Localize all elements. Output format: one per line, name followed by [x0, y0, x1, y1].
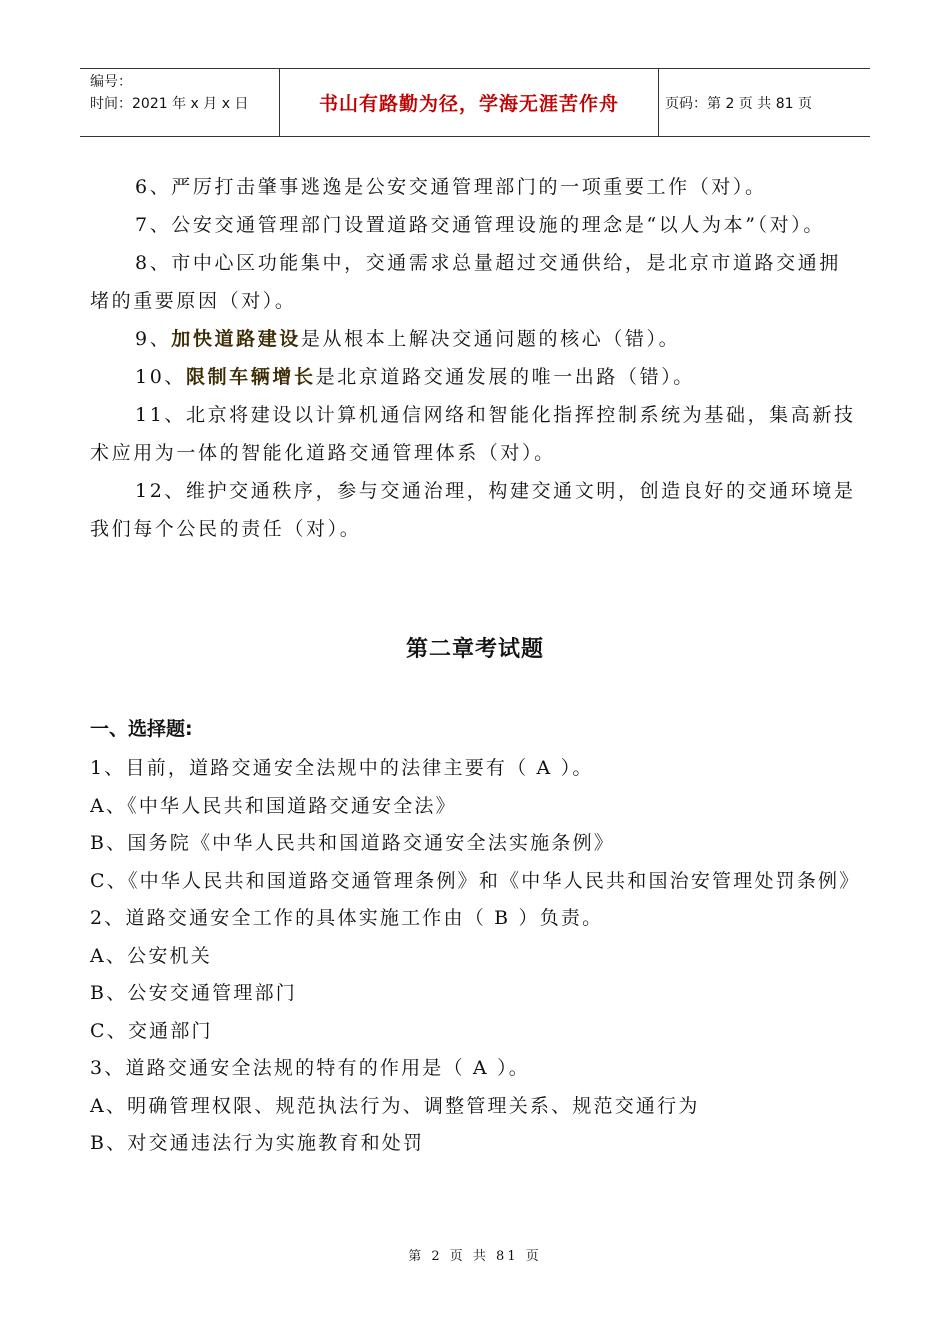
multiple-choice-section [90, 714, 860, 1163]
option-line: A、明确管理权限、规范执法行为、调整管理关系、规范交通行为 [90, 1094, 700, 1117]
emphasis-text: 限制车辆增长 [185, 366, 316, 388]
option-line: A、《中华人民共和国道路交通安全法》 [90, 794, 457, 817]
chapter-title: 第二章考试题 [405, 637, 544, 662]
document-date: 时间：2021 年 x 月 x 日 [90, 96, 249, 112]
judgment-item: 7、公安交通管理部门设置道路交通管理设施的理念是“以人为本”（对）。 [135, 214, 825, 236]
header-page-info: 页码：第 2 页 共 81 页 [665, 95, 812, 112]
question-line: 3、道路交通安全法规的特有的作用是（ A ）。 [90, 1057, 530, 1079]
page-header [80, 68, 870, 137]
option-line: B、公安交通管理部门 [90, 982, 297, 1004]
judgment-item: 8、市中心区功能集中，交通需求总量超过交通供给，是北京市道路交通拥堵的重要原因（对）。 [90, 252, 841, 312]
header-motto: 书山有路勤为径，学海无涯苦作舟 [280, 69, 659, 136]
option-line: C、交通部门 [90, 1019, 213, 1042]
judgment-item: 9、加快道路建设是从根本上解决交通问题的核心（错）。 [135, 328, 681, 350]
question-line: 2、道路交通安全工作的具体实施工作由（ B ）负责。 [90, 907, 604, 929]
judgment-list [90, 168, 860, 548]
question-line: 1、目前，道路交通安全法规中的法律主要有（ A ）。 [90, 757, 594, 779]
option-line: A、公安机关 [90, 944, 212, 967]
header-meta [80, 69, 280, 136]
emphasis-text: 加快道路建设 [171, 328, 301, 350]
document-number-label: 编号： [90, 74, 132, 90]
judgment-item: 11、北京将建设以计算机通信网络和智能化指挥控制系统为基础，集高新技术应用为一体的智能化道路交通管理体系（对）。 [90, 404, 856, 464]
judgment-item: 12、维护交通秩序，参与交通治理，构建交通文明，创造良好的交通环境是我们每个公民的责任（对）。 [90, 480, 856, 540]
option-line: B、国务院《中华人民共和国道路交通安全法实施条例》 [90, 832, 615, 854]
judgment-item: 6、严厉打击肇事逃逸是公安交通管理部门的一项重要工作（对）。 [135, 176, 767, 198]
page-footer: 第 2 页 共 81 页 [408, 1249, 542, 1264]
judgment-item: 10、限制车辆增长是北京道路交通发展的唯一出路（错）。 [135, 366, 695, 388]
option-line: B、对交通违法行为实施教育和处罚 [90, 1132, 425, 1154]
section-title: 一、选择题: [90, 718, 193, 740]
option-line: C、《中华人民共和国道路交通管理条例》和《中华人民共和国治安管理处罚条例》 [90, 869, 861, 892]
